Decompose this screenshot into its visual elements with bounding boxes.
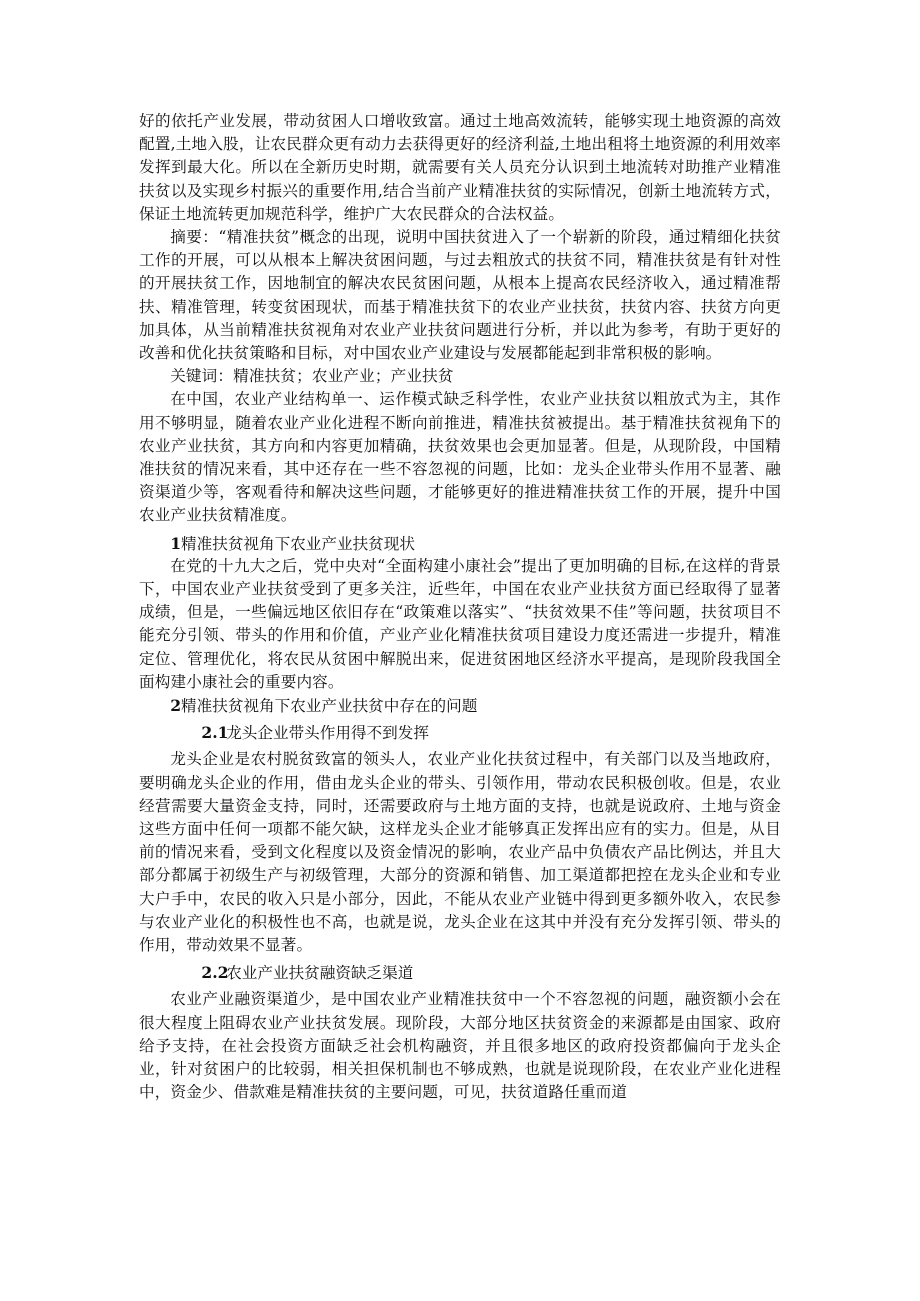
section-2-heading (139, 694, 781, 717)
section-2-1-number: 2.1 (201, 723, 229, 743)
section-1-number: 1 (170, 533, 182, 553)
section-2-2-number: 2.2 (201, 963, 229, 983)
section-2-2-paragraph: 农业产业融资渠道少，是中国农业产业精准扶贫中一个不容忽视的问题，融资额小会在很大程度上阻碍农业产业扶贫发展。现阶段，大部分地区扶贫资金的来源都是由国家、政府给予支持，在社会投资方面缺乏社会机构融资，并且很多地区的政府投资都偏向于龙头企业，针对贫困户的比较弱，相关担保机制也不够成熟，也就是说现阶段，在农业产业化进程中，资金少、借款难是精准扶贫的主要问题，可见，扶贫道路任重而道 (139, 990, 781, 1102)
section-2-title: 精准扶贫视角下农业产业扶贫中存在的问题 (181, 697, 478, 716)
section-1-title: 精准扶贫视角下农业产业扶贫现状 (181, 534, 415, 553)
section-2-number: 2 (170, 696, 182, 716)
section-2-1-heading (139, 721, 781, 744)
introduction-paragraph: 在中国，农业产业结构单一、运作模式缺乏科学性，农业产业扶贫以粗放式为主，其作用不够明显，随着农业产业化进程不断向前推进，精准扶贫被提出。基于精准扶贫视角下的农业产业扶贫，其方向和内容更加精确，扶贫效果也会更加显著。但是，从现阶段，中国精准扶贫的情况来看，其中还存在一些不容忽视的问题，比如：龙头企业带头作用不显著、融资渠道少等，客观看待和解决这些问题，才能够更好的推进精准扶贫工作的开展，提升中国农业产业扶贫精准度。 (139, 390, 781, 525)
section-1-paragraph: 在党的十九大之后，党中央对“全面构建小康社会”提出了更加明确的目标,在这样的背景下，中国农业产业扶贫受到了更多关注，近些年，中国在农业产业扶贫方面已经取得了显著成绩，但是，一些偏远地区依旧存在“政策难以落实”、“扶贫效果不佳”等问题，扶贫项目不能充分引领、带头的作用和价值，产业产业化精准扶贫项目建设力度还需进一步提升，精准定位、管理优化，将农民从贫困中解脱出来，促进贫困地区经济水平提高，是现阶段我国全面构建小康社会的重要内容。 (139, 556, 781, 691)
section-2-2-title: 农业产业扶贫融资缺乏渠道 (226, 964, 414, 983)
paragraph-land-transfer: 好的依托产业发展，带动贫困人口增收致富。通过土地高效流转，能够实现土地资源的高效配置,土地入股，让农民群众更有动力去获得更好的经济利益,土地出租将土地资源的利用效率发挥到最大化。所以在全新历史时期，就需要有关人员充分认识到土地流转对助推产业精准扶贫以及实现乡村振兴的重要作用,结合当前产业精准扶贫的实际情况，创新土地流转方式，保证土地流转更加规范科学，维护广大农民群众的合法权益。 (139, 112, 781, 223)
keywords-line: 关键词：精准扶贫；农业产业；产业扶贫 (170, 367, 454, 386)
section-2-2-heading (139, 961, 781, 984)
abstract-paragraph: 摘要：“精准扶贫”概念的出现，说明中国扶贫进入了一个崭新的阶段，通过精细化扶贫工作的开展，可以从根本上解决贫困问题，与过去粗放式的扶贫不同，精准扶贫是有针对性的开展扶贫工作，因地制宜的解决农民贫困问题，从根本上提高农民经济收入，通过精准帮扶、精准管理，转变贫困现状，而基于精准扶贫下的农业产业扶贫，扶贫内容、扶贫方向更加具体，从当前精准扶贫视角对农业产业扶贫问题进行分析，并以此为参考，有助于更好的改善和优化扶贫策略和目标，对中国农业产业建设与发展都能起到非常积极的影响。 (139, 228, 781, 363)
section-2-1-title: 龙头企业带头作用得不到发挥 (226, 724, 429, 743)
document-page (139, 110, 781, 1104)
section-1-heading (139, 532, 781, 555)
section-2-1-paragraph: 龙头企业是农村脱贫致富的领头人，农业产业化扶贫过程中，有关部门以及当地政府，要明确龙头企业的作用，借由龙头企业的带头、引领作用，带动农民积极创收。但是，农业经营需要大量资金支持，同时，还需要政府与土地方面的支持，也就是说政府、土地与资金这些方面中任何一项都不能欠缺，这样龙头企业才能够真正发挥出应有的实力。但是，从目前的情况来看，受到文化程度以及资金情况的影响，农业产品中负债农产品比例达，并且大部分都属于初级生产与初级管理，大部分的资源和销售、加工渠道都把控在龙头企业和专业大户手中，农民的收入只是小部分，因此，不能从农业产业链中得到更多额外收入，农民参与农业产业化的积极性也不高，也就是说，龙头企业在这其中并没有充分发挥引领、带头的作用，带动效果不显著。 (139, 750, 781, 955)
